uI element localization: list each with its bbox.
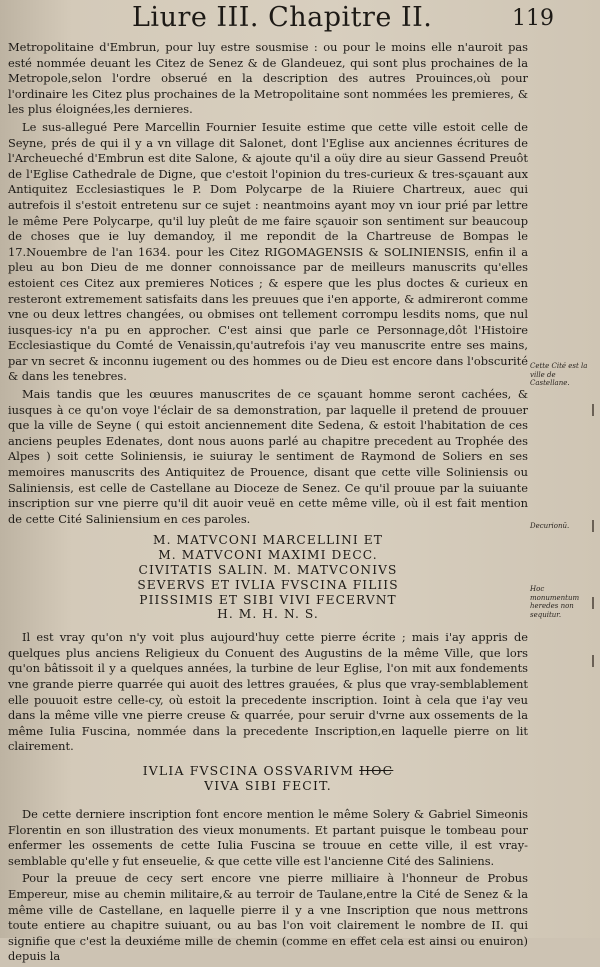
urn-inscription-line-2: VIVA SIBI FECIT. bbox=[204, 777, 332, 793]
inscription-line: H. M. H. N. S. bbox=[217, 607, 319, 622]
inscription-line: M. MATVCONI MARCELLINI ET bbox=[153, 533, 383, 548]
inscription-line: CIVITATIS SALIN. M. MATVCONIVS bbox=[138, 563, 398, 577]
urn-inscription bbox=[8, 763, 528, 793]
page-header bbox=[0, 2, 600, 36]
urn-inscription-text: IVLIA FVSCINA OSSVARIVM bbox=[142, 762, 355, 778]
struck-word: HOC bbox=[359, 762, 394, 778]
running-title: Liure III. Chapitre II. bbox=[132, 2, 433, 33]
inscription-line: SEVERVS ET IVLIA FVSCINA FILIIS bbox=[137, 577, 399, 592]
edge-mark bbox=[592, 597, 594, 609]
paragraph-3: Mais tandis que les œuures manuscrites de ce sçauant homme seront cachées, & iusques à ce qu'on voye l'éclair de sa demonstration, par laquelle il pretend de prouuer que la ville de Seyne ( qui estoit anciennement dite Sedena, & estoit l'habitation de ces anciens peuples Edenates, dont nous auons parlé au chapitre precedent au Trophée des Alpes ) soit cette Soliniensis, ie suiuray le sentiment de Raymond de Soliers en ses memoires manuscrits des Antiquitez de Prouence, disant que cette ville Soliniensis ou Saliniensis, est celle de Castellane au Dioceze de Senez. Ce qu'il prouue par la suiuante inscription sur vne pierre qu'il dit auoir veuë en cette même ville, où il est fait mention de cette Cité Saliniensium en ces paroles. bbox=[8, 387, 528, 526]
edge-mark bbox=[592, 520, 594, 532]
paragraph-2: Le sus-allegué Pere Marcellin Fournier Iesuite estime que cette ville estoit celle de Seyne, prés de qui il y a vn village dit Salonet, dont l'Eglise aux anciennes écritures de l'Archeueché d'Embrun est dite Salone, & ajoute qu'il a oüy dire au sieur Gassend Preuôt de l'Eglise Cathedrale de Digne, que c'estoit l'opinion du tres-curieux & tres-sçauant aux Antiquitez Ecclesiastiques le P. Dom Polycarpe de la Riuiere Chartreux, auec qui autrefois il s'estoit entretenu sur ce sujet : neantmoins ayant moy vn iour prié par lettre le même Pere Polycarpe, qu'il luy pleût de me faire sçauoir son sentiment sur beaucoup de choses que ie luy demandoy, il me repondit de la Chartreuse de Bompas le 17.Nouembre de l'an 1634. pour les Citez RIGOMAGENSIS & SOLINIENSIS, enfin il a pleu au bon Dieu de me donner connoissance par de meilleurs manuscrits qu'elles estoient ces Citez aux premieres Notices ; & espere que les plus doctes & curieux en resteront extremement satisfaits dans les preuues que i'en apporte, & admireront comme vne ou deux lettres changées, ou obmises ont tellement corrompu lesdits noms, que nul iusques-icy n'a pu en approcher. C'est ainsi que parle ce Personnage,dôt l'Histoire Ecclesiastique du Comté de Venaissin,qu'autrefois i'ay veu manuscrite entre ses mains, par vn secret & inconnu iugement ou des hommes ou de Dieu est encore dans l'obscurité & dans les tenebres. bbox=[8, 119, 528, 384]
urn-inscription-line-1 bbox=[8, 763, 528, 778]
margin-note-decurion: Decurionū. bbox=[530, 522, 570, 530]
page-number: 119 bbox=[512, 6, 554, 31]
edge-mark bbox=[592, 655, 594, 667]
edge-mark bbox=[592, 404, 594, 416]
paragraph-6: Pour la preuue de cecy sert encore vne pierre milliaire à l'honneur de Probus Empereur, mise au chemin militaire,& au terroir de Taulane,entre la Cité de Senez & la même ville de Castellane, en laquelle pierre il y a vne Inscription que nous mettrons toute entiere au chapitre suiuant, ou au bas l'on voit clairement le nombre de II. qui signifie que c'est la deuxiéme mille de chemin (comme en effet cela est ainsi ou enuiron) depuis la bbox=[8, 871, 528, 964]
paragraph-5: De cette derniere inscription font encore mention le même Solery & Gabriel Simeonis Florentin en son illustration des vieux monuments. Et partant puisque le tombeau pour enfermer les ossements de cette Iulia Fuscina se trouue en cette ville, il est vray-semblable qu'elle y fut enseuelie, & que cette ville est l'ancienne Cité des Saliniens. bbox=[8, 806, 528, 868]
latin-inscription bbox=[8, 533, 528, 622]
paragraph-4: Il est vray qu'on n'y voit plus aujourd'huy cette pierre écrite ; mais i'ay appris de quelques plus anciens Religieux du Conuent des Augustins de la même Ville, que lors qu'on bâtissoit il y a quelques années, la turbine de leur Eglise, l'on mit aux fondements vne grande pierre quarrée qui auoit des lettres grauées, & plus que vray-semblablement elle pouuoit estre celle-cy, où estoit la precedente inscription. Ioint à cela que i'ay veu dans la même ville vne pierre creuse & quarrée, pour seruir d'vrne aux ossements de la même Iulia Fuscina, nommée dans la precedente Inscription,en laquelle pierre on lit clairement. bbox=[8, 630, 528, 754]
inscription-line: M. MATVCONI MAXIMI DECC. bbox=[158, 548, 378, 563]
main-text bbox=[8, 40, 528, 967]
margin-note-monument: Hoc monumentum heredes non sequitur. bbox=[530, 585, 580, 619]
margin-note-castellane: Cette Cité est la ville de Castellane. bbox=[530, 362, 588, 387]
inscription-line: PIISSIMIS ET SIBI VIVI FECERVNT bbox=[139, 592, 397, 607]
paragraph-1: Metropolitaine d'Embrun, pour luy estre sousmise : ou pour le moins elle n'auroit pas esté nommée deuant les Citez de Senez & de Glandeuez, qui sont plus prochaines de la Metropole,selon l'ordre obserué en la description des autres Prouinces,où pour l'ordinaire les Citez plus prochaines de la Metropolitaine sont nommées les premieres, & les plus éloignées,les dernieres. bbox=[8, 40, 528, 117]
